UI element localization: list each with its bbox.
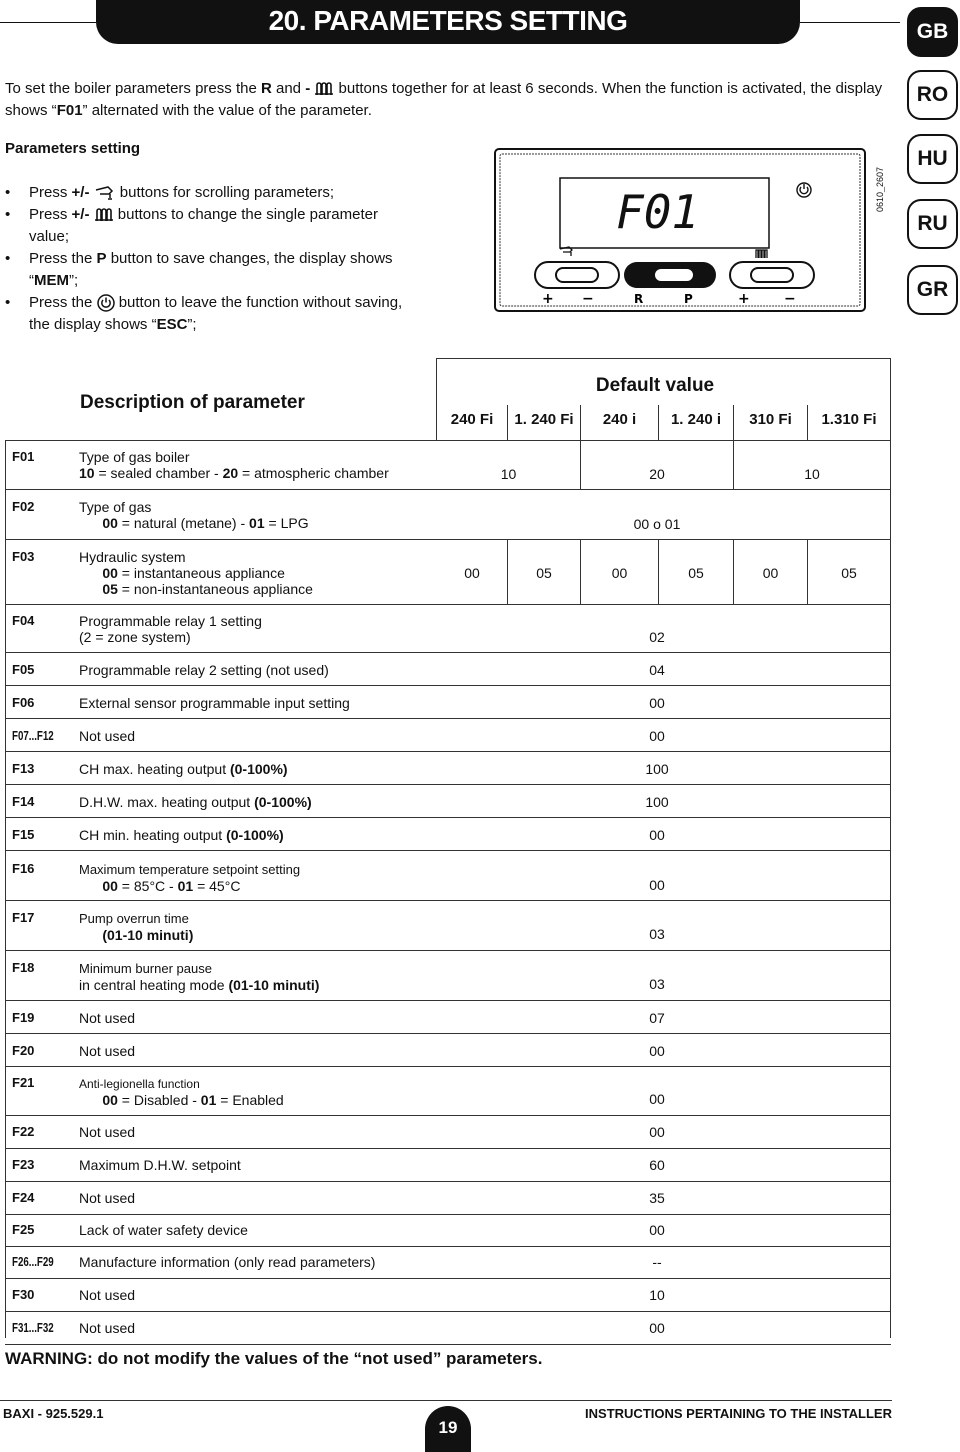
param-value: 00 o 01 [633,516,681,532]
model-header: 1.310 Fi [821,411,877,428]
param-value: 00 [611,565,628,581]
button-adjust [730,262,814,288]
param-code: F25 [12,1222,35,1237]
row-rule [5,1181,891,1182]
row-rule [5,1344,891,1345]
param-code: F26...F29 [12,1254,54,1269]
param-description: Not used [79,1043,136,1059]
row-rule [5,1214,891,1215]
radiator-icon [94,207,114,223]
lang-tab-gr[interactable]: GR [907,265,958,315]
param-code: F21 [12,1075,35,1090]
param-value: 05 [688,565,704,581]
param-code: F18 [12,960,35,975]
param-code: F19 [12,1010,35,1025]
row-rule [5,489,891,490]
row-rule [5,900,891,901]
label-plus: + [542,291,554,307]
footer-doc-code: BAXI - 925.529.1 [3,1406,104,1421]
table-rule [890,440,891,1338]
row-rule [5,1000,891,1001]
tap-icon [94,185,116,201]
param-description: Lack of water safety device [79,1222,248,1238]
radiator-icon [756,250,767,258]
lang-tab-gb[interactable]: GB [907,7,958,57]
button-scroll [535,262,619,288]
list-item: • Press +/- buttons for scrolling parameters; [5,182,415,204]
param-value: 00 [649,695,665,711]
param-description: Maximum temperature setpoint setting 00 = 85°C - 01 = 45°C [79,862,301,894]
model-header: 1. 240 i [670,411,722,428]
param-code: F17 [12,910,35,925]
row-rule [5,440,891,441]
header-rule-left [0,22,96,23]
row-rule [5,1033,891,1034]
power-icon [97,294,115,312]
param-code: F23 [12,1157,35,1172]
param-code: F20 [12,1043,35,1058]
row-rule [5,539,891,540]
param-value: 00 [649,1320,665,1336]
param-value: 02 [649,629,665,645]
row-rule [5,604,891,605]
label-minus: − [784,291,796,307]
param-value: 04 [649,662,665,678]
lcd-text: F01 [616,185,700,239]
param-value: 00 [464,565,480,581]
param-value: 03 [649,926,665,942]
param-description: Not used [79,1287,136,1303]
image-code: 0610_2607 [875,166,885,212]
param-description: Minimum burner pause in central heating mode (01-10 minuti) [79,961,320,993]
param-code: F01 [12,449,35,464]
param-code: F05 [12,662,35,677]
row-rule [5,685,891,686]
row-rule [5,751,891,752]
param-description: Not used [79,728,136,744]
footer-section: INSTRUCTIONS PERTAINING TO THE INSTALLER [585,1406,892,1421]
model-header: 310 Fi [749,411,792,428]
lang-tab-ro[interactable]: RO [907,70,958,120]
row-rule [5,1115,891,1116]
row-rule [5,1311,891,1312]
param-description: Not used [79,1124,136,1140]
list-item: • Press +/- buttons to change the single parameter value; [5,204,415,248]
page-title: 20. PARAMETERS SETTING [268,5,628,36]
model-header: 240 i [602,411,637,428]
param-value: 00 [649,1091,665,1107]
description-header: Description of parameter [80,392,305,413]
param-code: F22 [12,1124,35,1139]
param-value: 00 [649,1124,665,1140]
param-description: D.H.W. max. heating output (0-100%) [79,794,312,810]
param-value: 05 [536,565,552,581]
table-rule [890,358,891,440]
param-code: F04 [12,613,35,628]
param-code: F16 [12,861,35,876]
instruction-list [5,182,415,336]
lang-tab-hu[interactable]: HU [907,134,958,184]
param-value: 10 [804,466,820,482]
row-rule [5,1066,891,1067]
list-item: • Press the button to leave the function without saving, the display shows “ESC”; [5,292,415,336]
button-rp [624,262,716,288]
param-description: Type of gas boiler 10 = sealed chamber - 20 = atmospheric chamber [79,449,389,481]
param-code: F14 [12,794,35,809]
row-rule [5,784,891,785]
param-value: 60 [649,1157,665,1173]
row-rule [5,950,891,951]
param-description: Programmable relay 2 setting (not used) [79,662,329,678]
param-description: CH min. heating output (0-100%) [79,827,284,843]
intro-paragraph: To set the boiler parameters press the R and - buttons together for at least 6 seconds. When the function is activated, the display shows “F01” alternated with the value of the parameter. [5,80,883,119]
param-description: Manufacture information (only read parameters) [79,1254,376,1270]
section-title: Parameters setting [5,140,141,157]
param-value: -- [652,1254,662,1270]
param-value: 00 [649,877,665,893]
param-value: 20 [649,466,665,482]
param-description: CH max. heating output (0-100%) [79,761,288,777]
param-description: Pump overrun time (01-10 minuti) [79,911,194,943]
warning-note: WARNING: do not modify the values of the “not used” parameters. [5,1349,543,1368]
param-value: 00 [649,827,665,843]
param-description: Hydraulic system 00 = instantaneous appliance 05 = non-instantaneous appliance [79,549,313,597]
param-value: 05 [841,565,857,581]
param-value: 00 [762,565,779,581]
param-value: 00 [649,1043,665,1059]
param-description: External sensor programmable input setting [79,695,350,711]
list-item: • Press the P button to save changes, the display shows “MEM”; [5,248,415,292]
label-p: P [684,292,693,306]
param-description: Anti-legionella function 00 = Disabled - 01 = Enabled [79,1077,284,1108]
param-code: F06 [12,695,35,710]
page-number: 19 [425,1406,471,1452]
param-value: 00 [649,728,665,744]
param-value: 100 [645,761,669,777]
footer-rule [0,1400,892,1401]
param-code: F31...F32 [12,1320,54,1335]
control-panel-illustration [494,148,866,312]
param-code: F15 [12,827,35,842]
param-description: Maximum D.H.W. setpoint [79,1157,241,1173]
row-rule [5,1148,891,1149]
row-rule [5,652,891,653]
param-code: F02 [12,499,35,514]
param-code: F13 [12,761,35,776]
param-description: Type of gas 00 = natural (metane) - 01 = LPG [79,499,309,531]
row-rule [5,850,891,851]
model-header: 1. 240 Fi [514,411,574,428]
model-header: 240 Fi [450,411,494,428]
default-value-header: Default value [595,375,715,396]
row-rule [5,718,891,719]
label-r: R [634,292,644,306]
param-value: 100 [645,794,669,810]
param-value: 10 [500,466,517,482]
param-description: Not used [79,1010,136,1026]
param-value: 10 [649,1287,665,1303]
param-code: F30 [12,1287,35,1302]
param-code: F24 [12,1190,35,1205]
label-plus: + [738,291,750,307]
table-rule [436,358,891,359]
param-value: 03 [649,976,665,992]
param-value: 35 [649,1190,665,1206]
param-value: 07 [649,1010,665,1026]
header-rule-right [800,22,900,23]
param-description: Not used [79,1190,136,1206]
param-code: F03 [12,549,35,564]
lang-tab-ru[interactable]: RU [907,199,958,249]
param-value: 00 [649,1222,665,1238]
param-description: Programmable relay 1 setting (2 = zone system) [79,613,262,645]
row-rule [5,817,891,818]
table-rule [5,440,6,1338]
param-description: Not used [79,1320,136,1336]
param-code: F07...F12 [12,728,54,743]
row-rule [5,1278,891,1279]
label-minus: − [582,291,594,307]
row-rule [5,1246,891,1247]
radiator-icon [314,81,334,97]
